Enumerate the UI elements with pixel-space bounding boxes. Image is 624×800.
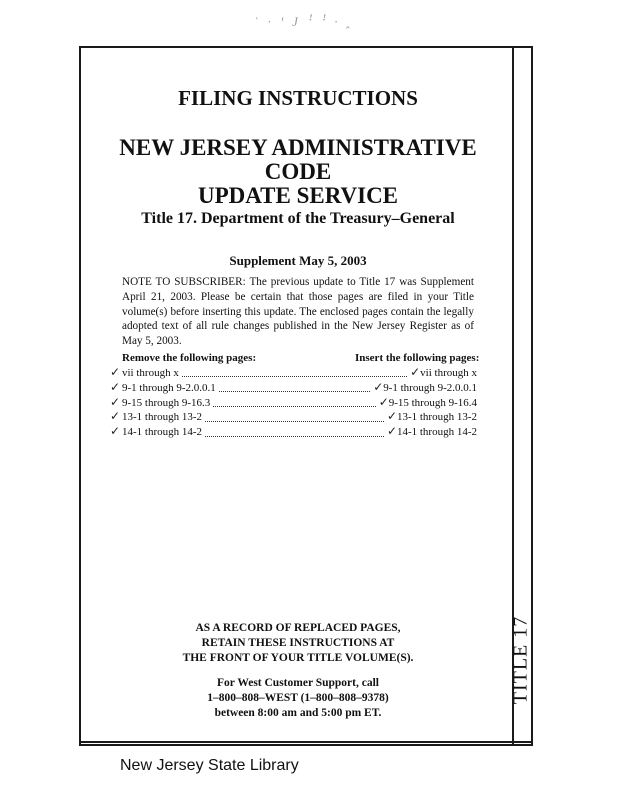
support-phone: 1–800–808–WEST (1–800–808–9378) — [207, 692, 389, 704]
code-title-line-2: UPDATE SERVICE — [197, 183, 399, 208]
support-hours: between 8:00 am and 5:00 pm ET. — [214, 707, 382, 719]
dot-leader — [182, 367, 407, 377]
remove-pages-header: Remove the following pages: — [122, 352, 257, 364]
checkmark-icon: ✓ — [410, 365, 421, 379]
side-title-label: TITLE 17 — [509, 615, 532, 705]
customer-support-info — [120, 676, 476, 721]
library-stamp: New Jersey State Library — [120, 757, 299, 774]
remove-range: 13-1 through 13-2 — [122, 411, 203, 424]
page-row — [110, 380, 477, 395]
record-line-2: RETAIN THESE INSTRUCTIONS AT — [201, 637, 395, 649]
filing-instructions-title: FILING INSTRUCTIONS — [178, 86, 418, 110]
supplement-date: Supplement May 5, 2003 — [229, 253, 367, 268]
remove-range: 9-15 through 9-16.3 — [122, 396, 211, 409]
note-to-subscriber: NOTE TO SUBSCRIBER: The previous update to Title 17 was Supplement April 21, 2003. Please be certain that those pages are filed in your Title volume(s) before inserting this update. The enclosed pages contain the legally adopted text of all rule changes published in the New Jersey Register as of May 5, 2003. — [122, 276, 474, 348]
checkmark-icon: ✓ — [110, 394, 121, 409]
code-title-line-1: NEW JERSEY ADMINISTRATIVE CODE — [119, 135, 477, 184]
handwritten-scribble-mark: ʿ · ꞌ J ꜝ ꜝ · ꞈ — [254, 14, 355, 29]
page-row — [110, 395, 477, 410]
insert-pages-header: Insert the following pages: — [355, 352, 480, 364]
record-retention-notice — [120, 621, 476, 666]
checkmark-icon: ✓ — [110, 424, 121, 439]
checkmark-icon: ✓ — [386, 424, 398, 439]
dot-leader — [205, 412, 384, 422]
remove-range: vii through x — [122, 367, 179, 379]
page-row — [110, 424, 477, 439]
support-line-1: For West Customer Support, call — [217, 677, 379, 689]
checkmark-icon: ✓ — [110, 409, 121, 424]
record-line-3: THE FRONT OF YOUR TITLE VOLUME(S). — [182, 652, 414, 664]
record-line-1: AS A RECORD OF REPLACED PAGES, — [195, 622, 401, 634]
bottom-rule — [79, 741, 533, 743]
page-row — [110, 365, 477, 380]
insert-range: 14-1 through 14-2 — [396, 426, 477, 439]
page-list — [110, 365, 477, 439]
page-row — [110, 409, 477, 424]
insert-range: vii through x — [420, 367, 477, 379]
checkmark-icon: ✓ — [110, 379, 121, 394]
insert-range: 9-1 through 9-2.0.0.1 — [383, 381, 477, 394]
dot-leader — [213, 397, 375, 407]
checkmark-icon: ✓ — [378, 394, 389, 409]
dot-leader — [205, 427, 384, 437]
dot-leader — [219, 382, 370, 392]
checkmark-icon: ✓ — [110, 365, 121, 379]
insert-range: 9-15 through 9-16.4 — [388, 396, 477, 409]
checkmark-icon: ✓ — [373, 379, 384, 394]
insert-range: 13-1 through 13-2 — [396, 411, 477, 424]
remove-range: 9-1 through 9-2.0.0.1 — [122, 381, 216, 394]
title-subtitle: Title 17. Department of the Treasury–General — [141, 210, 455, 227]
remove-range: 14-1 through 14-2 — [122, 426, 203, 439]
checkmark-icon: ✓ — [386, 409, 398, 424]
code-title — [92, 136, 504, 208]
